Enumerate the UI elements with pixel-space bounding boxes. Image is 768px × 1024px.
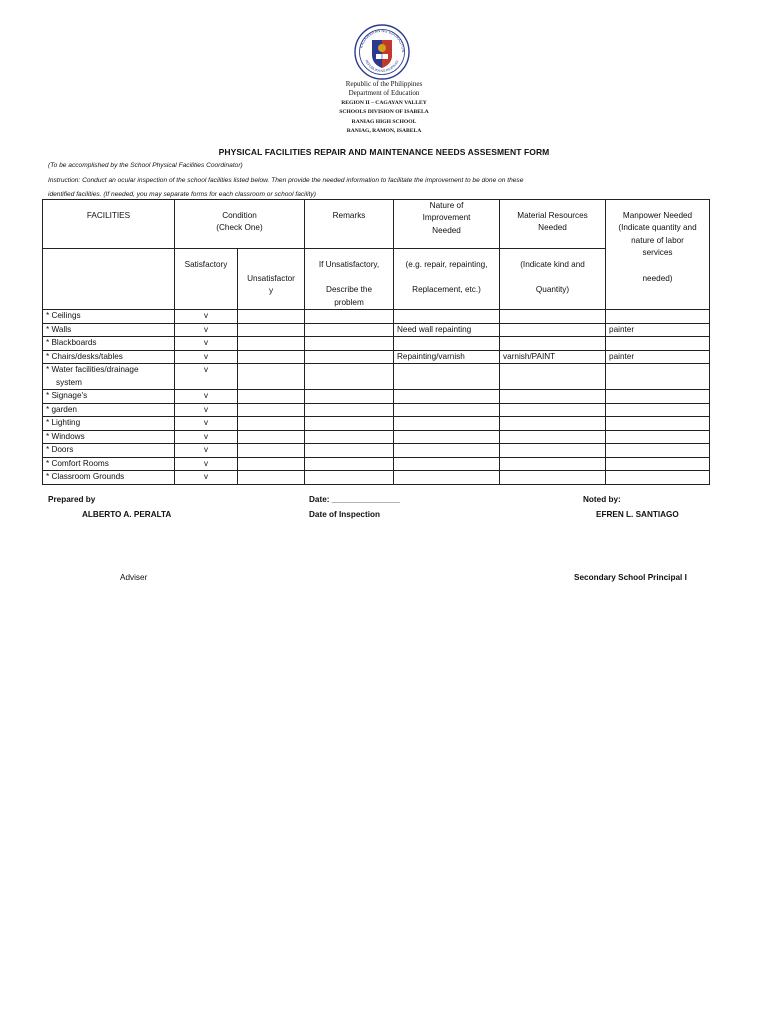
manpower-cell: painter [606, 350, 710, 364]
facility-cell: * garden [43, 403, 175, 417]
table-row [43, 323, 710, 337]
nature-cell [394, 390, 500, 404]
address-line: RANIAG, RAMON, ISABELA [346, 128, 422, 135]
table-row [43, 417, 710, 431]
deped-seal-logo [354, 24, 410, 80]
manpower-cell [606, 337, 710, 351]
remarks-cell [305, 364, 394, 390]
remarks-cell [305, 403, 394, 417]
republic-line: Republic of the Philippines [345, 80, 423, 88]
subheader-satisfactory: Satisfactory [175, 249, 238, 310]
subheader-blank [43, 249, 175, 310]
nature-cell [394, 364, 500, 390]
facility-cell: * Signage's [43, 390, 175, 404]
table-row [43, 337, 710, 351]
satisfactory-check-cell: v [175, 337, 238, 351]
satisfactory-check-cell: v [175, 471, 238, 485]
table-row [43, 350, 710, 364]
facility-cell: * Water facilities/drainage system [43, 364, 175, 390]
satisfactory-check-cell: v [175, 417, 238, 431]
header-condition: Condition (Check One) [175, 200, 305, 249]
manpower-cell [606, 390, 710, 404]
unsatisfactory-check-cell [238, 390, 305, 404]
unsatisfactory-check-cell [238, 403, 305, 417]
prepared-by-position: Adviser [120, 573, 148, 582]
nature-cell [394, 310, 500, 324]
facility-cell: * Lighting [43, 417, 175, 431]
material-cell [500, 444, 606, 458]
table-row [43, 430, 710, 444]
material-cell [500, 390, 606, 404]
table-row [43, 310, 710, 324]
material-cell [500, 417, 606, 431]
facility-cell: * Ceilings [43, 310, 175, 324]
table-row [43, 390, 710, 404]
subheader-material: (Indicate kind and Quantity) [500, 249, 606, 310]
unsatisfactory-check-cell [238, 471, 305, 485]
material-cell [500, 430, 606, 444]
remarks-cell [305, 390, 394, 404]
remarks-cell [305, 417, 394, 431]
nature-cell: Need wall repainting [394, 323, 500, 337]
division-line: SCHOOLS DIVISION OF ISABELA [339, 109, 429, 116]
remarks-cell [305, 323, 394, 337]
date-caption: Date of Inspection [309, 510, 380, 519]
satisfactory-check-cell: v [175, 350, 238, 364]
manpower-cell [606, 417, 710, 431]
instruction-line-2: identified facilities. (If needed, you may separate forms for each classroom or school facility) [48, 191, 316, 198]
unsatisfactory-check-cell [238, 430, 305, 444]
noted-by-name: EFREN L. SANTIAGO [596, 510, 679, 519]
manpower-cell [606, 430, 710, 444]
letterhead [0, 80, 768, 136]
table-body [43, 310, 710, 484]
satisfactory-check-cell: v [175, 310, 238, 324]
header-facilities: FACILITIES [43, 200, 175, 249]
header-nature: Nature of Improvement Needed [394, 200, 500, 249]
date-field: Date: _______________ [309, 495, 401, 504]
svg-text:REPUBLIKA NG PILIPINAS: REPUBLIKA NG PILIPINAS [364, 59, 400, 74]
remarks-cell [305, 310, 394, 324]
table-row [43, 403, 710, 417]
facility-cell: * Classroom Grounds [43, 471, 175, 485]
instruction-line-1: Instruction: Conduct an ocular inspection of the school facilities listed below. Then provide the needed information to facilitate the improvement to be done on these [48, 177, 524, 184]
noted-by-position: Secondary School Principal I [574, 573, 687, 582]
nature-cell: Repainting/varnish [394, 350, 500, 364]
nature-cell [394, 444, 500, 458]
unsatisfactory-check-cell [238, 417, 305, 431]
manpower-cell [606, 310, 710, 324]
table-row [43, 471, 710, 485]
manpower-cell [606, 364, 710, 390]
remarks-cell [305, 457, 394, 471]
satisfactory-check-cell: v [175, 403, 238, 417]
table-row [43, 457, 710, 471]
facility-cell: * Doors [43, 444, 175, 458]
satisfactory-check-cell: v [175, 390, 238, 404]
remarks-cell [305, 430, 394, 444]
unsatisfactory-check-cell [238, 323, 305, 337]
nature-cell [394, 337, 500, 351]
unsatisfactory-check-cell [238, 457, 305, 471]
nature-cell [394, 430, 500, 444]
nature-cell [394, 403, 500, 417]
subheader-unsatisfactory: Unsatisfactor y [238, 249, 305, 310]
facility-cell: * Windows [43, 430, 175, 444]
unsatisfactory-check-cell [238, 364, 305, 390]
department-line: Department of Education [348, 89, 420, 98]
school-line: RANIAG HIGH SCHOOL [351, 118, 417, 125]
facility-cell: * Walls [43, 323, 175, 337]
manpower-cell [606, 444, 710, 458]
material-cell [500, 310, 606, 324]
manpower-cell [606, 471, 710, 485]
remarks-cell [305, 444, 394, 458]
subheader-nature: (e.g. repair, repainting, Replacement, etc.) [394, 249, 500, 310]
material-cell [500, 337, 606, 351]
region-line: REGION II – CAGAYAN VALLEY [341, 99, 427, 106]
manpower-cell [606, 457, 710, 471]
facility-cell: * Comfort Rooms [43, 457, 175, 471]
unsatisfactory-check-cell [238, 337, 305, 351]
manpower-cell [606, 403, 710, 417]
header-material: Material Resources Needed [500, 200, 606, 249]
manpower-cell: painter [606, 323, 710, 337]
unsatisfactory-check-cell [238, 310, 305, 324]
satisfactory-check-cell: v [175, 444, 238, 458]
material-cell [500, 364, 606, 390]
header-remarks: Remarks [305, 200, 394, 249]
table-row [43, 444, 710, 458]
facilities-table [42, 199, 710, 485]
material-cell [500, 457, 606, 471]
remarks-cell [305, 471, 394, 485]
nature-cell [394, 457, 500, 471]
noted-by-label: Noted by: [583, 495, 621, 504]
form-title: PHYSICAL FACILITIES REPAIR AND MAINTENANCE NEEDS ASSESMENT FORM [218, 147, 550, 157]
table-row [43, 364, 710, 390]
material-cell [500, 323, 606, 337]
facility-cell: * Chairs/desks/tables [43, 350, 175, 364]
remarks-cell [305, 350, 394, 364]
satisfactory-check-cell: v [175, 430, 238, 444]
facility-cell: * Blackboards [43, 337, 175, 351]
nature-cell [394, 471, 500, 485]
prepared-by-name: ALBERTO A. PERALTA [82, 510, 172, 519]
satisfactory-check-cell: v [175, 323, 238, 337]
satisfactory-check-cell: v [175, 364, 238, 390]
nature-cell [394, 417, 500, 431]
svg-text:KAGAWARAN NG EDUKASYON: KAGAWARAN NG EDUKASYON [358, 27, 407, 53]
form-subtitle: (To be accomplished by the School Physical Facilities Coordinator) [48, 162, 243, 169]
subheader-remarks: If Unsatisfactory, Describe the problem [305, 249, 394, 310]
unsatisfactory-check-cell [238, 350, 305, 364]
unsatisfactory-check-cell [238, 444, 305, 458]
table-header-row [43, 200, 710, 249]
material-cell [500, 471, 606, 485]
prepared-by-label: Prepared by [48, 495, 96, 504]
material-cell [500, 403, 606, 417]
material-cell: varnish/PAINT [500, 350, 606, 364]
satisfactory-check-cell: v [175, 457, 238, 471]
header-manpower: Manpower Needed (Indicate quantity and nature of labor services needed) [606, 200, 710, 310]
remarks-cell [305, 337, 394, 351]
